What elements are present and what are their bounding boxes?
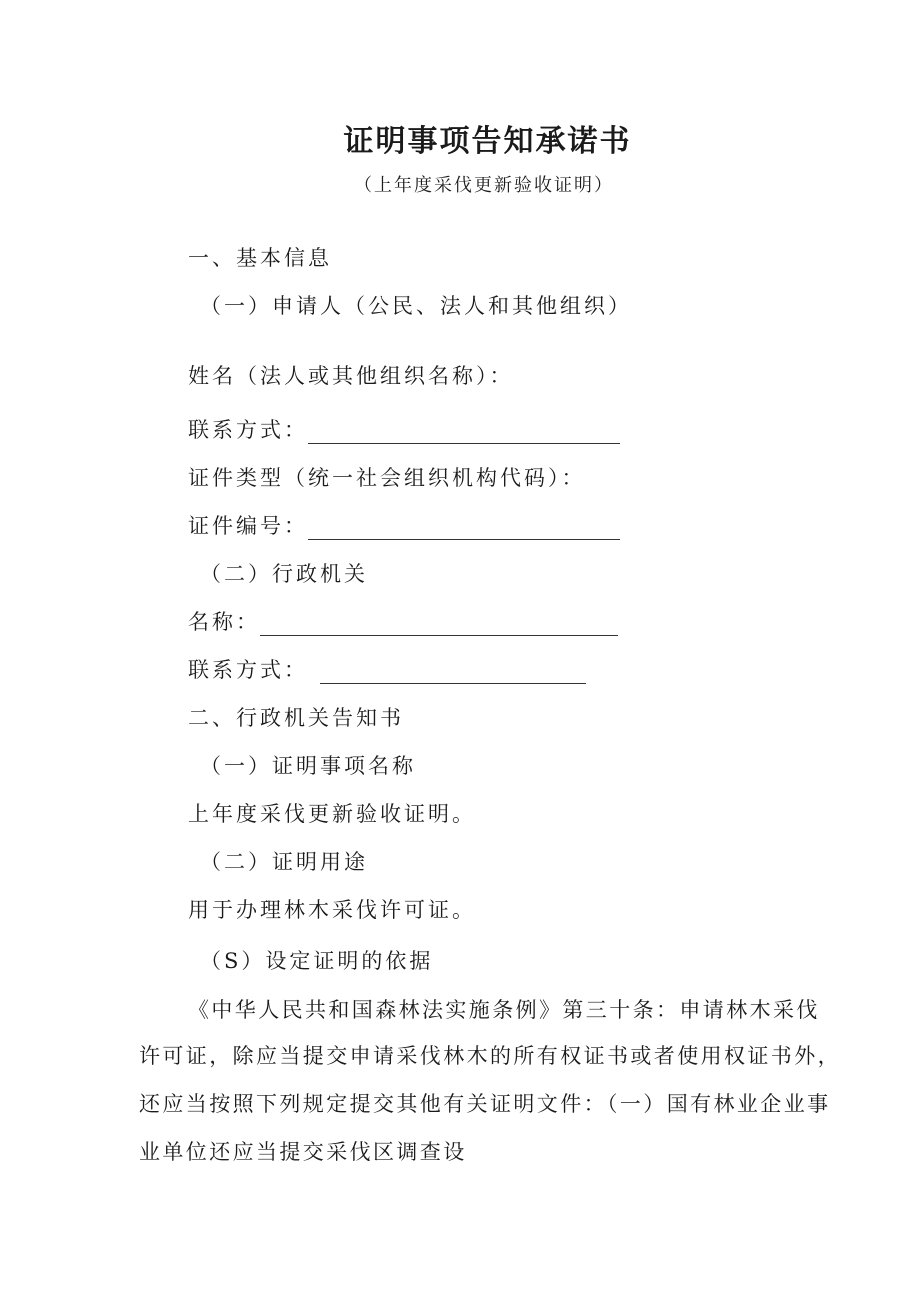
id-number-row — [188, 512, 620, 540]
agency-name-row — [188, 608, 618, 636]
agency-heading: （二）行政机关 — [200, 562, 368, 586]
document-subtitle: （上年度采伐更新验收证明） — [354, 175, 614, 196]
agency-name-label: 名称： — [188, 610, 260, 634]
agency-contact-label: 联系方式： — [188, 658, 308, 682]
agency-contact-row — [188, 656, 586, 684]
id-number-label: 证件编号： — [188, 514, 308, 538]
applicant-contact-row — [188, 416, 620, 444]
basis-line-3: 还应当按照下列规定提交其他有关证明文件：（一）国有林业企业事 — [139, 1092, 831, 1116]
item1-text: 上年度采伐更新验收证明。 — [188, 802, 476, 826]
item1-heading: （一）证明事项名称 — [200, 754, 416, 778]
agency-contact-blank[interactable] — [320, 661, 586, 684]
basis-line-2: 许可证，除应当提交申请采伐林木的所有权证书或者使用权证书外， — [139, 1044, 841, 1068]
id-number-blank[interactable] — [308, 517, 620, 540]
id-type-label: 证件类型（统一社会组织机构代码）： — [188, 466, 586, 490]
applicant-heading: （一）申请人（公民、法人和其他组织） — [200, 294, 632, 318]
applicant-contact-label: 联系方式： — [188, 418, 308, 442]
item3-heading: （S）设定证明的依据 — [200, 949, 434, 973]
section2-heading: 二、行政机关告知书 — [188, 706, 404, 730]
applicant-name-label: 姓名（法人或其他组织名称）： — [188, 364, 514, 388]
item2-text: 用于办理林木采伐许可证。 — [188, 898, 476, 922]
item2-heading: （二）证明用途 — [200, 850, 368, 874]
basis-line-4: 业单位还应当提交采伐区调查设 — [139, 1140, 467, 1164]
agency-name-blank[interactable] — [260, 613, 618, 636]
section1-heading: 一、基本信息 — [188, 246, 332, 270]
applicant-contact-blank[interactable] — [308, 421, 620, 444]
basis-line-1: 《中华人民共和国森林法实施条例》第三十条：申请林木采伐 — [188, 998, 820, 1022]
document-title: 证明事项告知承诺书 — [343, 124, 632, 159]
